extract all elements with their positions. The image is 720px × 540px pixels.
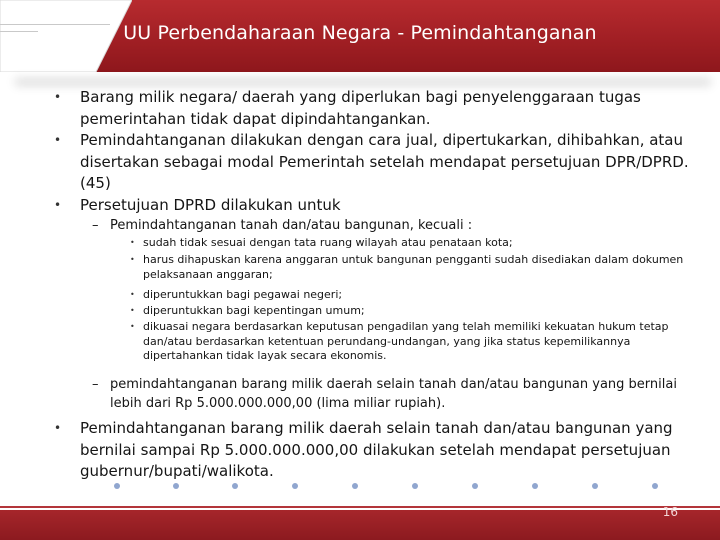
nested-bullet-text: diperuntukkan bagi kepentingan umum; <box>143 304 365 317</box>
bullet-icon: • <box>54 133 62 147</box>
bullet-icon: • <box>54 198 62 212</box>
bullet-text: Pemindahtanganan barang milik daerah selain tanah dan/atau bangunan yang bernilai sampai Rp 5.000.000.000,00 dilakukan setelah mendapat persetujuan gubernur/bupati/walikota. <box>80 419 673 480</box>
nested-bullet-item <box>130 304 688 319</box>
bullet-item <box>54 195 695 217</box>
nested-bullet-item <box>130 253 688 282</box>
footer-accent-line <box>0 506 720 508</box>
small-bullet-icon: • <box>130 322 135 331</box>
decorative-dot <box>232 483 238 489</box>
decorative-dot <box>412 483 418 489</box>
dash-icon: – <box>92 218 99 233</box>
bullet-item <box>54 130 695 195</box>
sub-bullet-text: pemindahtanganan barang milik daerah selain tanah dan/atau bangunan yang bernilai lebih dari Rp 5.000.000.000,00 (lima miliar rupiah). <box>110 377 677 411</box>
bullet-item <box>54 87 695 130</box>
small-bullet-icon: • <box>130 255 135 264</box>
bullet-icon: • <box>54 90 62 104</box>
sub-bullet-text: Pemindahtanganan tanah dan/atau bangunan, kecuali : <box>110 218 473 233</box>
dash-icon: – <box>92 377 99 392</box>
page-number: 16 <box>662 505 678 519</box>
slide-title: UU Perbendaharaan Negara - Pemindahtanganan <box>123 22 597 44</box>
decorative-dot <box>352 483 358 489</box>
decorative-dot <box>592 483 598 489</box>
nested-bullet-item <box>130 320 688 364</box>
nested-bullet-item <box>130 288 688 303</box>
bullet-text: Barang milik negara/ daerah yang diperlukan bagi penyelenggaraan tugas pemerintahan tidak dapat dipindahtangankan. <box>80 88 641 128</box>
nested-bullet-item <box>130 236 688 251</box>
bullet-icon: • <box>54 421 62 435</box>
decorative-dot <box>292 483 298 489</box>
decorative-dot <box>472 483 478 489</box>
decorative-dot-row <box>110 483 670 493</box>
small-bullet-icon: • <box>130 290 135 299</box>
nested-bullet-text: diperuntukkan bagi pegawai negeri; <box>143 288 343 301</box>
nested-bullet-text: sudah tidak sesuai dengan tata ruang wilayah atau penataan kota; <box>143 236 513 249</box>
decorative-dot <box>114 483 120 489</box>
bullet-item <box>54 418 695 483</box>
sub-bullet-item <box>92 375 685 413</box>
sub-bullet-item <box>92 217 685 234</box>
bullet-text: Persetujuan DPRD dilakukan untuk <box>80 196 341 214</box>
decorative-dot <box>173 483 179 489</box>
nested-bullet-text: harus dihapuskan karena anggaran untuk bangunan pengganti sudah disediakan dalam dokumen pelaksanaan anggaran; <box>143 253 684 281</box>
decorative-dot <box>652 483 658 489</box>
bullet-text: Pemindahtanganan dilakukan dengan cara jual, dipertukarkan, dihibahkan, atau disertakan sebagai modal Pemerintah setelah mendapat persetujuan DPR/DPRD. (45) <box>80 131 689 192</box>
small-bullet-icon: • <box>130 306 135 315</box>
decorative-dot <box>532 483 538 489</box>
small-bullet-icon: • <box>130 238 135 247</box>
nested-bullet-text: dikuasai negara berdasarkan keputusan pengadilan yang telah memiliki kekuatan hukum tetap dan/atau berdasarkan ketentuan perundang-undangan, yang jika status kepemilikannya dipertahankan tidak layak secara ekonomis. <box>143 320 669 362</box>
slide-footer <box>0 510 720 540</box>
